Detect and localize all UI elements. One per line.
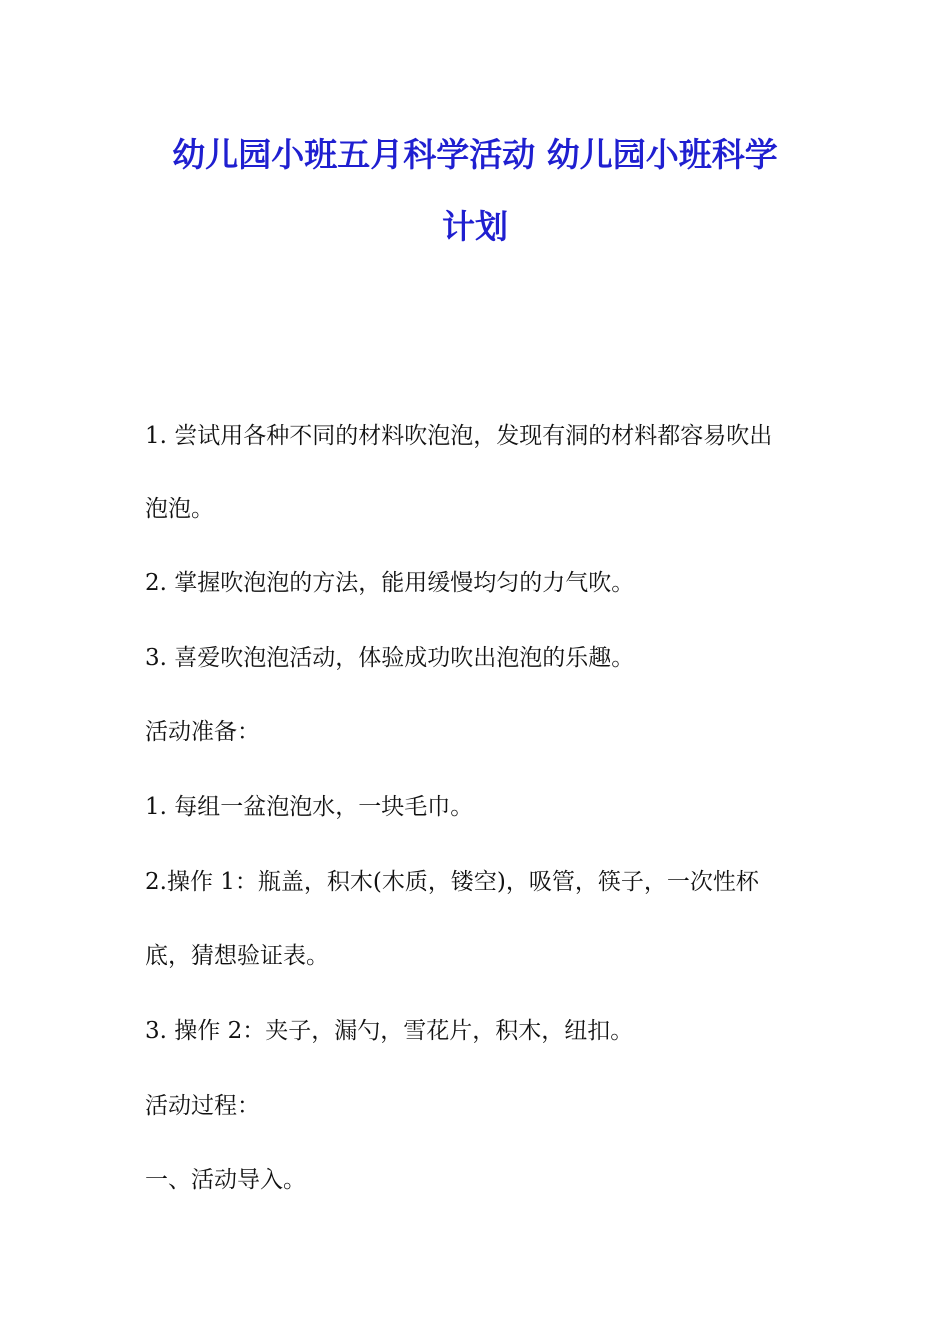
document-title-line-2: 计划: [442, 207, 508, 246]
section-heading-process: 活动过程：: [145, 1093, 260, 1119]
preparation-2-line-1: 2.操作 1：瓶盖，积木(木质，镂空)，吸管，筷子，一次性杯: [145, 869, 759, 895]
goal-1-line-1: 1. 尝试用各种不同的材料吹泡泡，发现有洞的材料都容易吹出: [145, 423, 773, 449]
section-heading-preparation: 活动准备：: [145, 719, 260, 745]
preparation-3: 3. 操作 2：夹子，漏勺，雪花片，积木，纽扣。: [145, 1018, 634, 1044]
goal-1-line-2: 泡泡。: [145, 496, 214, 522]
goal-3: 3. 喜爱吹泡泡活动，体验成功吹出泡泡的乐趣。: [145, 645, 635, 671]
goal-2: 2. 掌握吹泡泡的方法，能用缓慢均匀的力气吹。: [145, 570, 635, 596]
preparation-1: 1. 每组一盆泡泡水，一块毛巾。: [145, 794, 474, 820]
process-step-1: 一、活动导入。: [145, 1167, 306, 1193]
preparation-2-line-2: 底，猜想验证表。: [145, 943, 329, 969]
document-title-line-1: 幼儿园小班五月科学活动 幼儿园小班科学: [172, 135, 778, 174]
